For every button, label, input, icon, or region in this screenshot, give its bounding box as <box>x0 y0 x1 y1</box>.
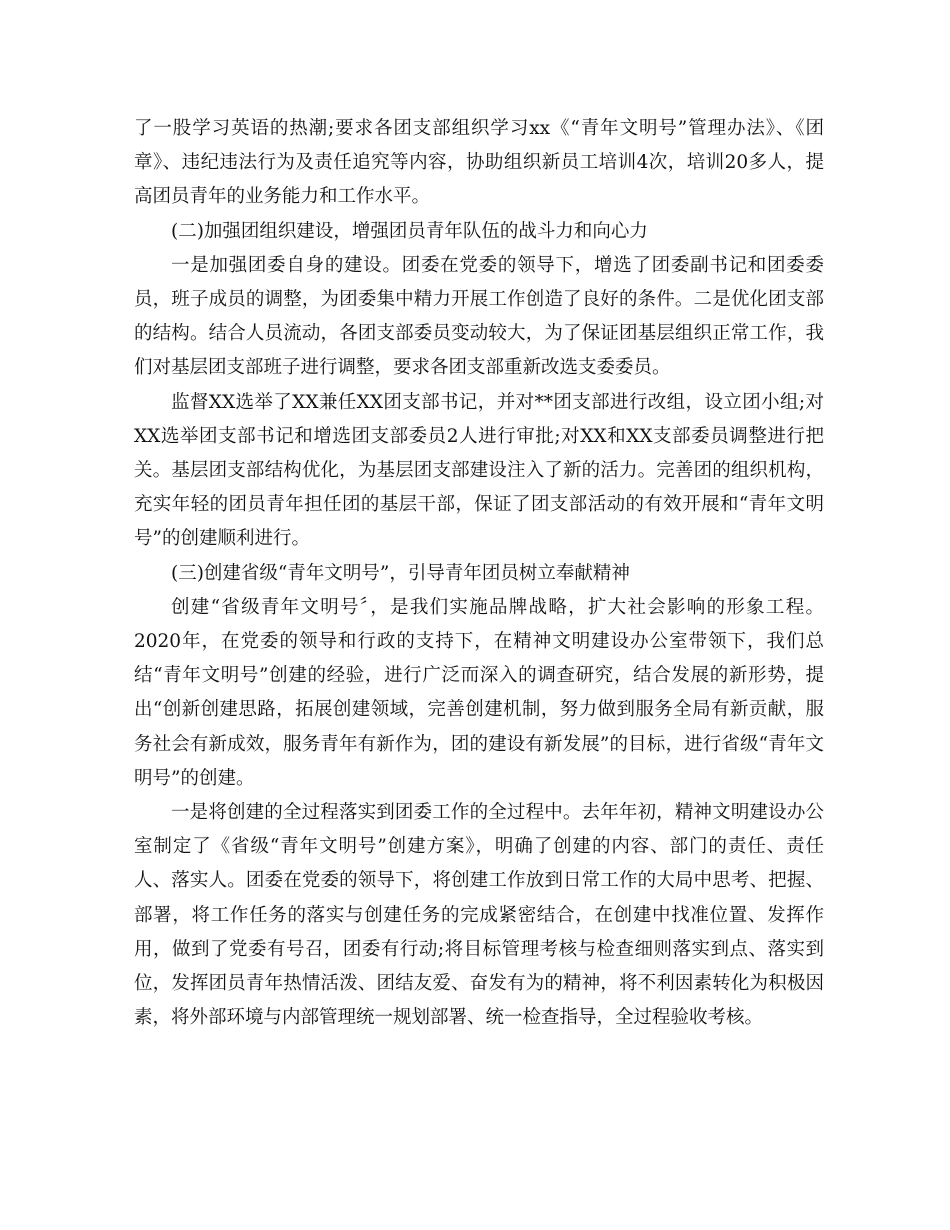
paragraph-continuation: 了一股学习英语的热潮;要求各团支部组织学习xx《“青年文明号”管理办法》、《团章》、违纪违法行为及责任追究等内容，协助组织新员工培训4次，培训20多人，提高团员青年的业务能力和工作水平。 <box>134 118 824 208</box>
paragraph: 一是加强团委自身的建设。团委在党委的领导下，增选了团委副书记和团委委员，班子成员的调整，为团委集中精力开展工作创造了良好的条件。二是优化团支部的结构。结合人员流动，各团支部委员变动较大，为了保证团基层组织正常工作，我们对基层团支部班子进行调整，要求各团支部重新改选支委委员。 <box>134 254 824 379</box>
document-body <box>134 112 824 1035</box>
paragraph: 监督XX选举了XX兼任XX团支部书记，并对**团支部进行改组，设立团小组;对XX选举团支部书记和增选团支部委员2人进行审批;对XX和XX支部委员调整进行把关。基层团支部结构优化，为基层团支部建设注入了新的活力。完善团的组织机构，充实年轻的团员青年担任团的基层干部，保证了团支部活动的有效开展和“青年文明号”的创建顺利进行。 <box>134 391 824 550</box>
section-heading-3: (三)创建省级“青年文明号”，引导青年团员树立奉献精神 <box>171 562 630 584</box>
paragraph: 创建“省级青年文明号〞，是我们实施品牌战略，扩大社会影响的形象工程。2020年，在党委的领导和行政的支持下，在精神文明建设办公室带领下，我们总结“青年文明号”创建的经验，进行广泛而深入的调查研究，结合发展的新形势，提出“创新创建思路，拓展创建领域，完善创建机制，努力做到服务全局有新贡献，服务社会有新成效，服务青年有新作为，团的建设有新发展”的目标，进行省级“青年文明号”的创建。 <box>134 596 824 789</box>
section-heading-2: (二)加强团组织建设，增强团员青年队伍的战斗力和向心力 <box>171 220 648 242</box>
paragraph: 一是将创建的全过程落实到团委工作的全过程中。去年年初，精神文明建设办公室制定了《省级“青年文明号”创建方案》，明确了创建的内容、部门的责任、责任人、落实人。团委在党委的领导下，将创建工作放到日常工作的大局中思考、把握、部署，将工作任务的落实与创建任务的完成紧密结合，在创建中找准位置、发挥作用，做到了党委有号召，团委有行动;将目标管理考核与检查细则落实到点、落实到位，发挥团员青年热情活泼、团结友爱、奋发有为的精神，将不利因素转化为积极因素，将外部环境与内部管理统一规划部署、统一检查指导，全过程验收考核。 <box>134 802 824 1029</box>
